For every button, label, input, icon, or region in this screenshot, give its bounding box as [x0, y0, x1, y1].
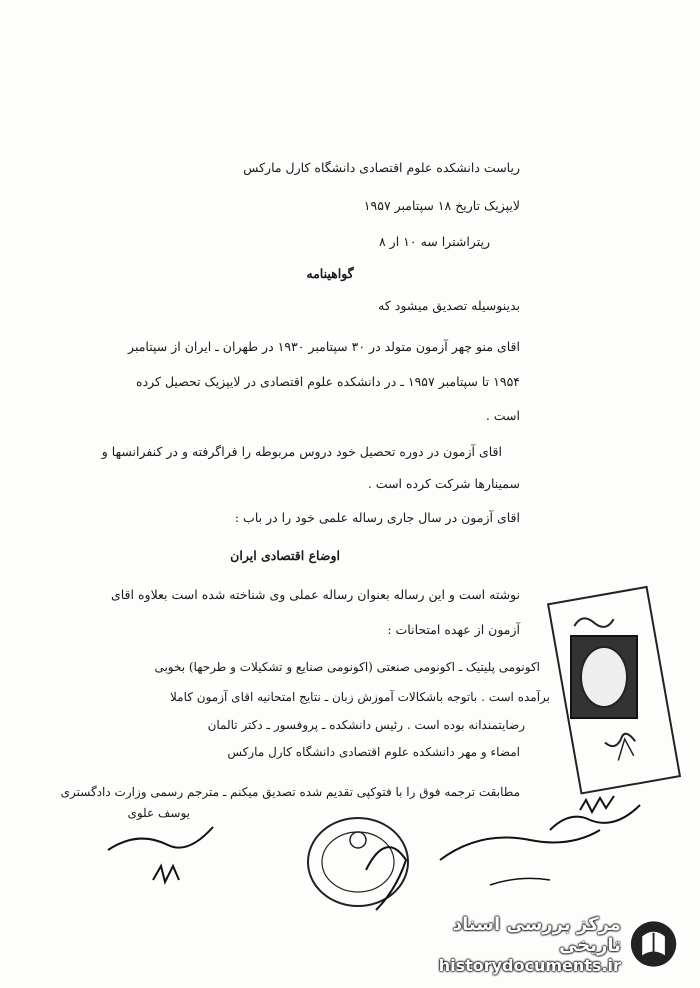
para4-line-2: رضایتمندانه بوده است . رئیس دانشکده ـ پروفسور ـ دکتر تالمان	[207, 718, 525, 732]
para1-line-2: ۱۹۵۴ تا سپتامبر ۱۹۵۷ ـ در دانشکده علوم اقتصادی در لایپزیک تحصیل کرده	[136, 374, 520, 389]
intro-line: بدینوسیله تصدیق میشود که	[378, 298, 520, 313]
left-signature	[98, 820, 228, 900]
watermark-text	[398, 914, 621, 975]
exams-line: اکونومی پلیتیک ـ اکونومی صنعتی (اکونومی صنایع و تشکیلات و طرحها) بخوبی	[154, 660, 540, 674]
header-line-2: لایپزیک تاریخ ۱۸ سپتامبر ۱۹۵۷	[363, 198, 520, 213]
header-line-1: ریاست دانشکده علوم اقتصادی دانشگاه کارل مارکس	[243, 160, 520, 175]
para3-line-2: نوشته است و این رساله بعنوان رساله عملی وی شناخته شده است بعلاوه اقای	[110, 587, 520, 602]
para4-line-3: امضاء و مهر دانشکده علوم اقتصادی دانشگاه کارل مارکس	[227, 745, 520, 759]
watermark	[398, 914, 678, 974]
para3-line-1: اقای آزمون در سال جاری رساله علمی خود را در باب :	[234, 510, 520, 525]
para4-line-1: برآمده است . باتوجه باشکالات آموزش زبان ـ نتایج امتحانیه اقای آزمون کاملا	[170, 690, 550, 704]
para2-line-2: سمینارها شرکت کرده است .	[367, 476, 520, 491]
revenue-stamp	[570, 635, 638, 719]
thesis-title: اوضاع اقتصادی ایران	[230, 548, 340, 563]
para2-line-1: اقای آزمون در دوره تحصیل خود دروس مربوطه را فراگرفته و در کنفرانسها و	[101, 444, 502, 459]
translator-line-2: یوسف علوی	[127, 806, 190, 820]
document-title: گواهینامه	[306, 266, 354, 281]
watermark-site: historydocuments.ir	[438, 955, 621, 975]
archive-logo-icon	[629, 918, 678, 970]
translator-line-1: مطابقت ترجمه فوق را با فتوکپی تقدیم شده تصدیق میکنم ـ مترجم رسمی وزارت دادگستری	[60, 785, 520, 799]
para1-line-1: اقای منو چهر آزمون متولد در ۳۰ سپتامبر ۱۹۳۰ در طهران ـ ایران از سپتامبر	[128, 339, 520, 354]
para3-line-3: آزمون از عهده امتحانات :	[387, 622, 520, 637]
reference-line: رپتراشترا سه ۱۰ ار ۸	[378, 234, 490, 249]
right-signature	[430, 790, 670, 900]
para1-line-3: است .	[485, 408, 520, 423]
watermark-persian: مرکز بررسی اسناد تاریخی	[452, 913, 621, 956]
official-seal	[296, 810, 426, 920]
